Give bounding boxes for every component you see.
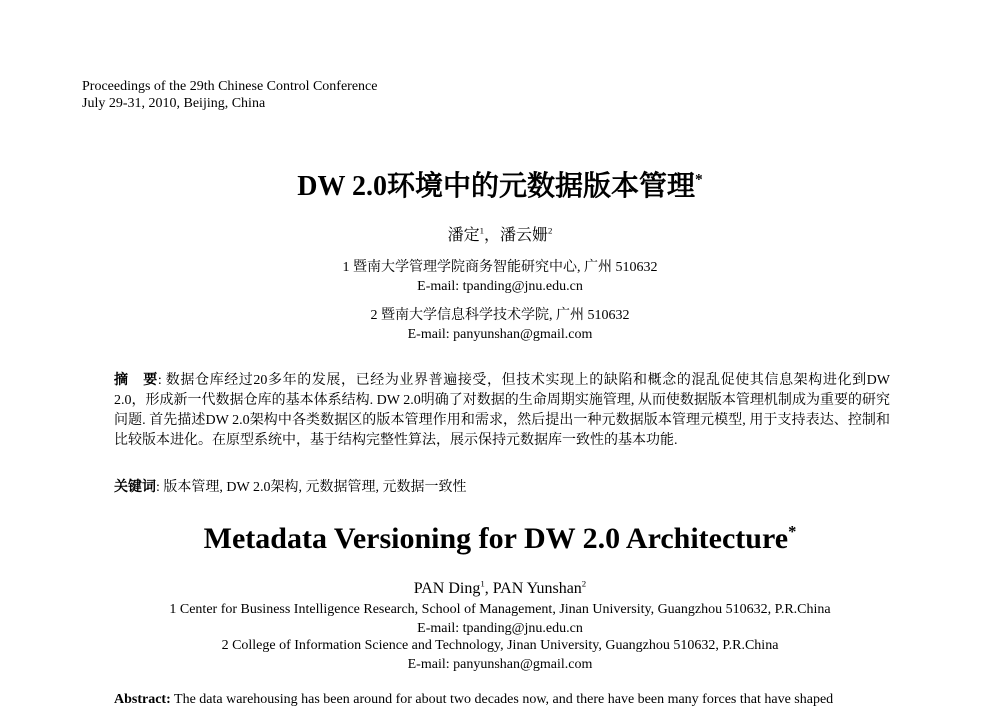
chinese-abstract: [114, 371, 890, 451]
english-author-1-sup: 1: [480, 578, 485, 589]
chinese-author-separator: ，: [483, 227, 500, 244]
english-title: [0, 522, 1000, 556]
english-abstract-label: Abstract:: [114, 692, 171, 707]
chinese-abstract-label: 摘 要: [114, 373, 158, 388]
english-abstract: [114, 691, 890, 709]
proceedings-header: [82, 78, 377, 112]
chinese-affiliation-2-email: E-mail: panyunshan@gmail.com: [407, 327, 593, 342]
english-authors: [0, 580, 1000, 598]
chinese-title-text: DW 2.0环境中的元数据版本管理: [297, 171, 695, 202]
chinese-author-2-sup: 2: [548, 225, 553, 236]
chinese-affiliation-2-line: 2 暨南大学信息科学技术学院, 广州 510632: [370, 308, 630, 323]
chinese-affiliation-1: [0, 258, 1000, 296]
english-abstract-text: The data warehousing has been around for about two decades now, and there have been many forces that have shaped: [170, 692, 834, 707]
chinese-affiliation-2: [0, 306, 1000, 344]
proceedings-name: Proceedings of the 29th Chinese Control Conference: [82, 79, 378, 94]
english-affiliation-1: [0, 601, 1000, 638]
english-author-1: PAN Ding: [413, 580, 481, 597]
chinese-authors: [0, 222, 1000, 245]
english-affiliation-2: [0, 637, 1000, 674]
chinese-abstract-text: : 数据仓库经过20多年的发展，已经为业界普遍接受，但技术实现上的缺陷和概念的混乱促使其信息架构进化到DW 2.0，形成新一代数据仓库的基本体系结构. DW 2.0明确了对数据的生命周期实施管理, 从而使数据版本管理机制成为重要的研究问题. 首先描述DW 2.0架构中各类数据区的版本管理作用和需求，然后提出一种元数据版本管理元模型, 用于支持表达、控制和比较版本进化。在原型系统中，基于结构完整性算法，展示保持元数据库一致性的基本功能.: [114, 373, 891, 448]
english-title-footnote-mark: *: [788, 522, 797, 541]
english-author-2: PAN Yunshan: [492, 580, 582, 597]
chinese-affiliation-1-email: E-mail: tpanding@jnu.edu.cn: [417, 279, 583, 294]
chinese-author-1-sup: 1: [479, 225, 484, 236]
proceedings-date-location: July 29-31, 2010, Beijing, China: [82, 96, 266, 111]
english-author-separator: ,: [484, 580, 493, 597]
english-title-text: Metadata Versioning for DW 2.0 Architecture: [203, 522, 789, 555]
english-affiliation-2-line: 2 College of Information Science and Technology, Jinan University, Guangzhou 510632, P.R.China: [221, 638, 779, 653]
chinese-author-2: 潘云姗: [500, 227, 549, 244]
chinese-author-1: 潘定: [447, 227, 480, 244]
english-affiliation-1-email: E-mail: tpanding@jnu.edu.cn: [417, 620, 583, 636]
chinese-keywords-label: 关键词: [114, 480, 156, 495]
english-affiliation-1-line: 1 Center for Business Intelligence Research, School of Management, Jinan University, Guangzhou 510632, P.R.China: [169, 602, 831, 617]
chinese-title-footnote-mark: *: [695, 171, 703, 189]
english-affiliation-2-email: E-mail: panyunshan@gmail.com: [407, 656, 593, 672]
chinese-affiliation-1-line: 1 暨南大学管理学院商务智能研究中心, 广州 510632: [342, 260, 658, 275]
chinese-title: [0, 164, 1000, 204]
chinese-keywords-text: : 版本管理, DW 2.0架构, 元数据管理, 元数据一致性: [156, 480, 467, 495]
english-author-2-sup: 2: [581, 578, 587, 589]
chinese-keywords: [114, 476, 466, 496]
